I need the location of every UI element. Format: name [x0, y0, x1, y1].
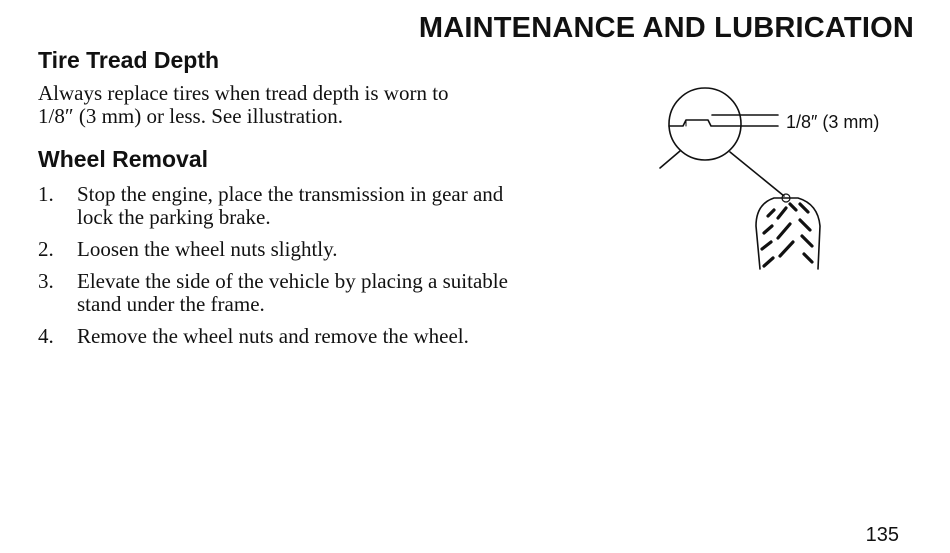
step-item [38, 183, 598, 229]
step-item [38, 325, 598, 348]
page-header: MAINTENANCE AND LUBRICATION [418, 12, 914, 44]
pointer-line [730, 152, 784, 196]
step-item [38, 238, 598, 261]
step-text-line: Loosen the wheel nuts slightly. [77, 237, 338, 261]
step-text-line: Stop the engine, place the transmission in gear and [77, 182, 504, 206]
step-text-line: Remove the wheel nuts and remove the wheel. [77, 324, 469, 348]
paragraph-line: Always replace tires when tread depth is worn to [38, 81, 449, 105]
tread-profile [669, 120, 741, 126]
magnifier-circle [669, 88, 741, 160]
step-item [38, 270, 598, 316]
wheel-removal-steps [38, 183, 598, 357]
step-text-line: stand under the frame. [77, 292, 265, 316]
paragraph-line: 1/8″ (3 mm) or less. See illustration. [38, 104, 344, 128]
magnifier-handle [660, 151, 680, 168]
step-number: 2. [38, 237, 54, 261]
step-number: 3. [38, 269, 54, 293]
tire-tread-depth-paragraph [38, 82, 558, 128]
tread-depth-label: 1/8″ (3 mm) [786, 112, 880, 132]
page-number: 135 [865, 524, 899, 546]
step-number: 4. [38, 324, 54, 348]
step-text-line: Elevate the side of the vehicle by placing a suitable [77, 269, 508, 293]
step-text-line: lock the parking brake. [77, 205, 271, 229]
section-heading-wheel-removal: Wheel Removal [38, 146, 208, 172]
step-number: 1. [38, 182, 54, 206]
section-heading-tire-tread-depth: Tire Tread Depth [38, 47, 220, 73]
